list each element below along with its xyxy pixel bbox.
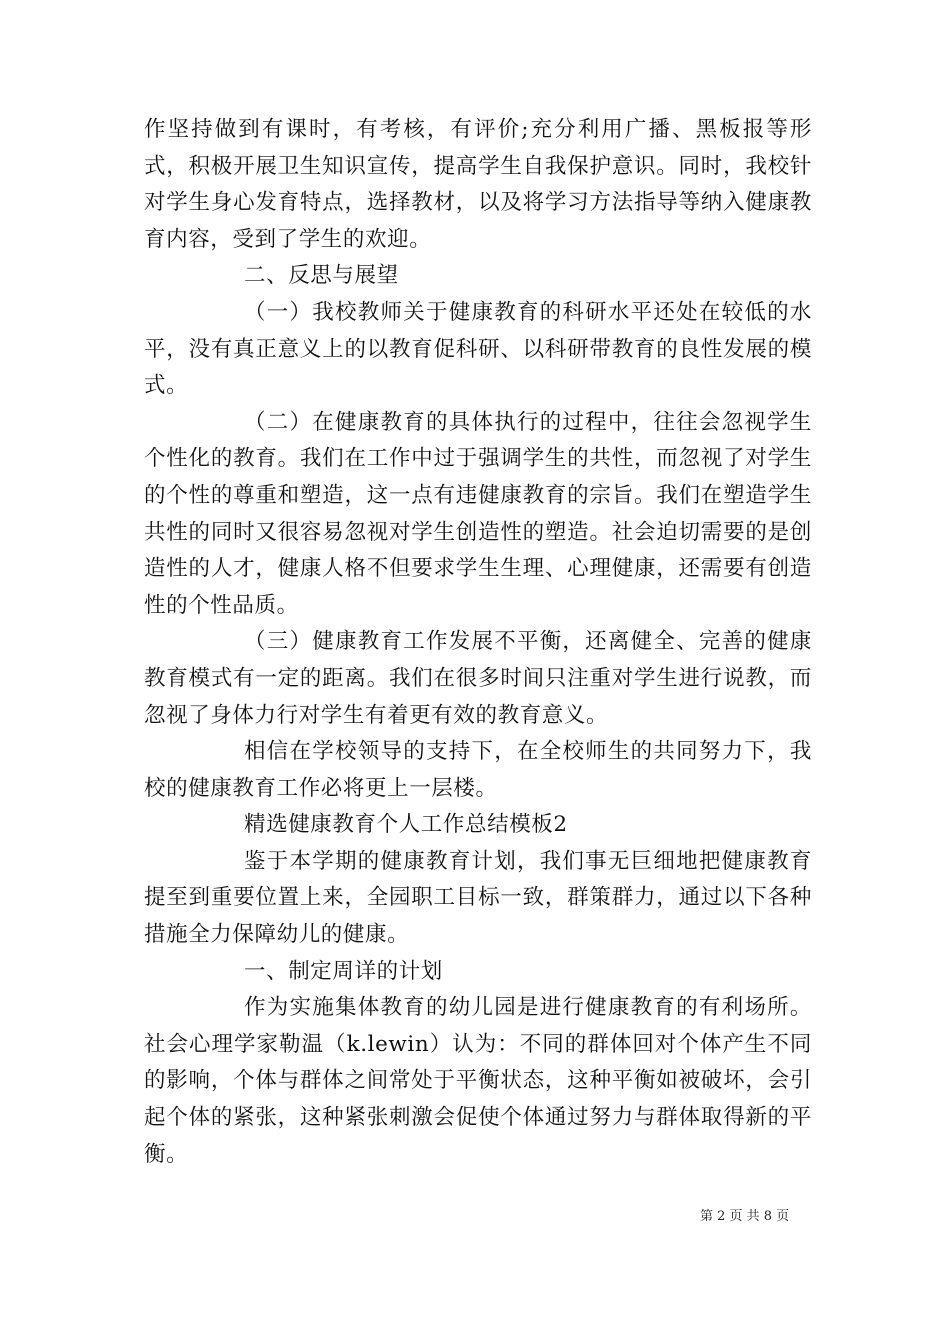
section-heading-reflection: 二、反思与展望 bbox=[244, 263, 399, 289]
page-number-footer: 第 2 页 共 8 页 bbox=[700, 1209, 790, 1224]
section-heading-plan: 一、制定周详的计划 bbox=[244, 958, 443, 984]
template-title: 精选健康教育个人工作总结模板2 bbox=[244, 812, 568, 838]
paragraph-plan: 作为实施集体教育的幼儿园是进行健康教育的有利场所。社会心理学家勒温（k.lewin）认为：不同的群体回对个体产生不同的影响，个体与群体之间常处于平衡状态，这种平衡如被破坏，会引起个体的紧张，这种紧张刺激会促使个体通过努力与群体取得新的平衡。 bbox=[144, 995, 812, 1167]
paragraph-continuation: 作坚持做到有课时，有考核，有评价;充分利用广播、黑板报等形式，积极开展卫生知识宣传，提高学生自我保护意识。同时，我校针对学生身心发育特点，选择教材，以及将学习方法指导等纳入健康教育内容，受到了学生的欢迎。 bbox=[144, 117, 812, 252]
paragraph-intro: 鉴于本学期的健康教育计划，我们事无巨细地把健康教育提至到重要位置上来，全园职工目标一致，群策群力，通过以下各种措施全力保障幼儿的健康。 bbox=[144, 848, 812, 948]
paragraph-point-one: （一）我校教师关于健康教育的科研水平还处在较低的水平，没有真正意义上的以教育促科研、以科研带教育的良性发展的模式。 bbox=[144, 299, 812, 399]
paragraph-point-three: （三）健康教育工作发展不平衡，还离健全、完善的健康教育模式有一定的距离。我们在很多时间只注重对学生进行说教，而忽视了身体力行对学生有着更有效的教育意义。 bbox=[144, 629, 812, 728]
paragraph-point-two: （二）在健康教育的具体执行的过程中，往往会忽视学生个性化的教育。我们在工作中过于强调学生的共性，而忽视了对学生的个性的尊重和塑造，这一点有违健康教育的宗旨。我们在塑造学生共性的同时又很容易忽视对学生创造性的塑造。社会迫切需要的是创造性的人才，健康人格不但要求学生生理、心理健康，还需要有创造性的个性品质。 bbox=[144, 409, 812, 618]
document-body bbox=[144, 112, 812, 1173]
paragraph-conclusion: 相信在学校领导的支持下，在全校师生的共同努力下，我校的健康教育工作必将更上一层楼。 bbox=[144, 739, 812, 801]
